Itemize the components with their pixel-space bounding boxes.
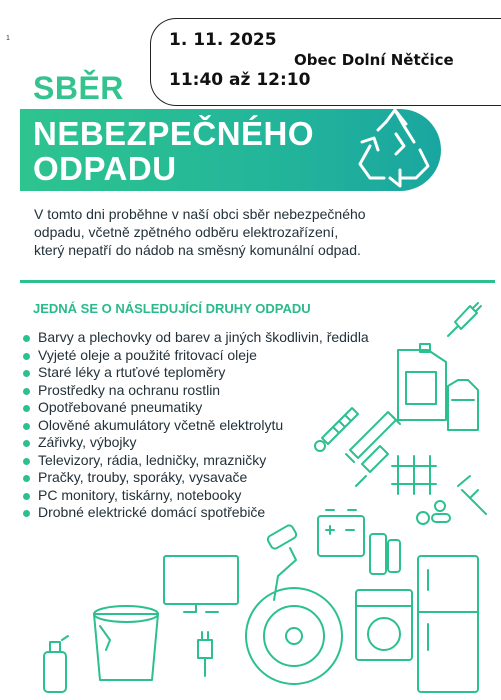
- spray-can-icon: [44, 636, 68, 692]
- list-item: Vyjeté oleje a použité fritovací oleje: [23, 347, 369, 365]
- event-time: 11:40 až 12:10: [169, 70, 311, 90]
- list-item: Pračky, trouby, sporáky, vysavače: [23, 469, 369, 487]
- intro-line: V tomto dni proběhne v naší obci sběr nebezpečného: [34, 206, 366, 222]
- test-tubes-icon: [392, 456, 436, 494]
- intro-text: [34, 205, 454, 259]
- list-item: PC monitory, tiskárny, notebooky: [23, 487, 369, 505]
- recycle-icon: [356, 108, 434, 188]
- list-item: Drobné elektrické domácí spotřebiče: [23, 504, 369, 522]
- roller-icon: [266, 524, 297, 600]
- canister-icon: [398, 344, 446, 420]
- intro-line: odpadu, včetně zpětného odběru elektrozařízení,: [34, 224, 339, 240]
- washing-machine-icon: [356, 590, 412, 660]
- title-line-1: SBĚR: [33, 70, 124, 106]
- list-item: Televizory, rádia, ledničky, mrazničky: [23, 452, 369, 470]
- waste-list: [23, 329, 369, 522]
- paintbrush-icon: [448, 303, 481, 336]
- title-line-3: ODPADU: [33, 150, 177, 187]
- tire-icon: [246, 588, 342, 684]
- intro-line: který nepatří do nádob na směsný komunální odpad.: [34, 242, 361, 258]
- list-item: Prostředky na ochranu rostlin: [23, 382, 369, 400]
- cells-icon: [370, 534, 400, 574]
- event-date: 1. 11. 2025: [169, 30, 277, 50]
- list-item: Opotřebované pneumatiky: [23, 399, 369, 417]
- divider: [20, 280, 495, 283]
- list-item: Barvy a plechovky od barev a jiných škodlivin, ředidla: [23, 329, 369, 347]
- page-number: 1: [6, 35, 10, 42]
- fridge-icon: [418, 556, 478, 692]
- municipality-name: Obec Dolní Nětčice: [294, 51, 454, 69]
- list-item: Zářivky, výbojky: [23, 434, 369, 452]
- paint-bucket-icon: [94, 606, 158, 680]
- title-line-2: NEBEZPEČNÉHO: [33, 115, 315, 152]
- section-heading: JEDNÁ SE O NÁSLEDUJÍCÍ DRUHY ODPADU: [33, 301, 311, 316]
- monitor-icon: [164, 556, 238, 612]
- pills-icon: [417, 501, 450, 524]
- list-item: Olověné akumulátory včetně elektrolytu: [23, 417, 369, 435]
- syringe-icon: [458, 476, 486, 514]
- plug-icon: [198, 632, 212, 676]
- bottle-icon: [448, 380, 478, 430]
- list-item: Staré léky a rtuťové teploměry: [23, 364, 369, 382]
